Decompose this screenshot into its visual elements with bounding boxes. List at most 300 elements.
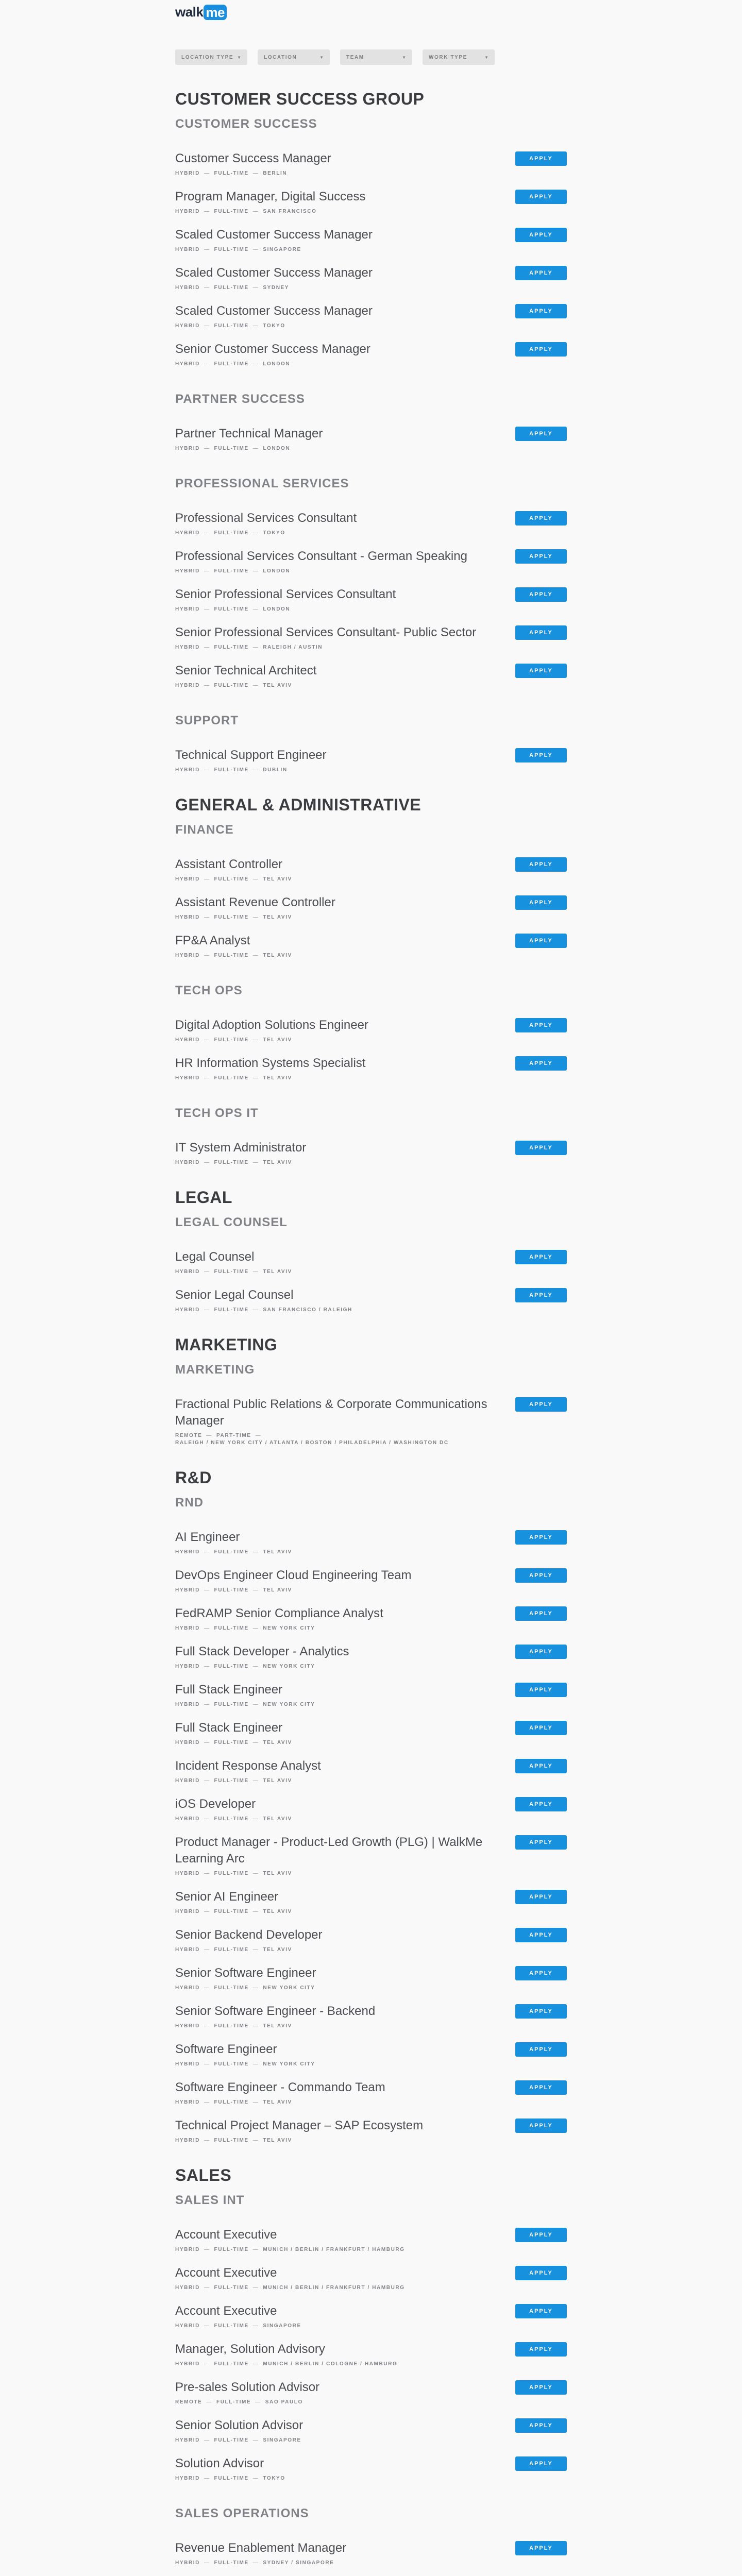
posting-info — [175, 341, 370, 368]
posting-row — [175, 1249, 567, 1276]
posting-title-link[interactable]: Manager, Solution Advisory — [175, 2342, 325, 2356]
posting-meta — [175, 2560, 346, 2567]
meta-separator: — — [204, 2476, 210, 2481]
meta-tag: HYBRID — [175, 683, 200, 688]
posting-info — [175, 747, 327, 774]
filter-bar — [175, 49, 567, 65]
posting-title-link[interactable]: Senior Professional Services Consultant — [175, 587, 396, 601]
meta-tag: HYBRID — [175, 2023, 200, 2029]
chevron-down-icon: ▼ — [319, 55, 324, 60]
posting-title-link[interactable]: Fractional Public Relations & Corporate Communications Manager — [175, 1397, 487, 1428]
posting-row — [175, 2455, 567, 2482]
meta-separator: — — [252, 1778, 259, 1784]
meta-tag: HYBRID — [175, 2285, 200, 2291]
team-sales-int — [175, 2193, 567, 2482]
meta-tag: FULL-TIME — [214, 446, 249, 451]
apply-button[interactable]: APPLY — [515, 2456, 567, 2471]
group-title: LEGAL — [175, 1188, 232, 1207]
posting-title-link[interactable]: Senior Legal Counsel — [175, 1288, 294, 1302]
posting-title-link[interactable]: DevOps Engineer Cloud Engineering Team — [175, 1568, 412, 1582]
posting-title-link[interactable]: Senior Technical Architect — [175, 664, 317, 677]
meta-tag: FULL-TIME — [214, 2061, 249, 2067]
posting-info — [175, 1889, 292, 1916]
posting-meta — [175, 1739, 292, 1747]
meta-separator: — — [204, 530, 210, 536]
meta-tag: REMOTE — [175, 1433, 203, 1438]
posting-title-link[interactable]: Full Stack Engineer — [175, 1721, 283, 1735]
meta-tag: FULL-TIME — [214, 247, 249, 252]
posting-title-link[interactable]: Partner Technical Manager — [175, 427, 323, 440]
meta-tag: HYBRID — [175, 568, 200, 574]
meta-separator: — — [252, 361, 259, 367]
posting-info — [175, 2041, 315, 2068]
meta-separator: — — [204, 1587, 210, 1593]
meta-separator: — — [204, 1549, 210, 1555]
meta-separator: — — [204, 1985, 210, 1991]
posting-info — [175, 2540, 346, 2567]
meta-tag: TEL AVIV — [263, 953, 292, 958]
posting-info — [175, 2417, 303, 2444]
apply-button[interactable]: APPLY — [515, 2119, 567, 2133]
posting-row — [175, 856, 567, 883]
apply-button[interactable]: APPLY — [515, 748, 567, 762]
meta-tag: TEL AVIV — [263, 1587, 292, 1593]
apply-button[interactable]: APPLY — [515, 625, 567, 640]
posting-title-link[interactable]: Account Executive — [175, 2304, 277, 2318]
apply-button[interactable]: APPLY — [515, 2228, 567, 2242]
posting-row — [175, 2417, 567, 2444]
apply-button[interactable]: APPLY — [515, 266, 567, 280]
apply-button[interactable]: APPLY — [515, 2380, 567, 2395]
posting-info — [175, 265, 373, 292]
posting-title-link[interactable]: Senior Backend Developer — [175, 1928, 323, 1942]
meta-separator: — — [252, 2099, 259, 2105]
filter-work-type[interactable] — [423, 49, 495, 65]
posting-row — [175, 2117, 567, 2144]
meta-separator: — — [204, 2560, 210, 2566]
posting-meta — [175, 914, 335, 921]
meta-tag: FULL-TIME — [214, 2476, 249, 2481]
meta-separator: — — [206, 1433, 212, 1438]
meta-tag: TEL AVIV — [263, 1075, 292, 1081]
meta-separator: — — [204, 1871, 210, 1876]
meta-tag: FULL-TIME — [214, 2247, 249, 2252]
apply-button[interactable]: APPLY — [515, 1966, 567, 1980]
posting-info — [175, 894, 335, 921]
group-title: GENERAL & ADMINISTRATIVE — [175, 795, 421, 814]
meta-separator: — — [204, 2061, 210, 2067]
posting-title-link[interactable]: Assistant Controller — [175, 857, 283, 871]
posting-title-link[interactable]: Scaled Customer Success Manager — [175, 304, 373, 318]
filter-label: WORK TYPE — [429, 54, 467, 60]
posting-meta — [175, 2475, 285, 2482]
meta-tag: FULL-TIME — [214, 1160, 249, 1165]
filter-team[interactable] — [340, 49, 412, 65]
meta-tag: TEL AVIV — [263, 876, 292, 882]
meta-separator: — — [204, 606, 210, 612]
apply-button[interactable]: APPLY — [515, 664, 567, 678]
posting-title-link[interactable]: Senior AI Engineer — [175, 1890, 279, 1904]
posting-title-link[interactable]: Assistant Revenue Controller — [175, 895, 335, 909]
apply-button[interactable]: APPLY — [515, 190, 567, 204]
posting-meta — [175, 1816, 292, 1823]
meta-tag: TEL AVIV — [263, 2138, 292, 2143]
posting-title-link[interactable]: AI Engineer — [175, 1530, 240, 1544]
meta-separator: — — [252, 1587, 259, 1593]
meta-separator: — — [252, 767, 259, 773]
apply-button[interactable]: APPLY — [515, 2304, 567, 2318]
apply-button[interactable]: APPLY — [515, 342, 567, 357]
meta-tag: FULL-TIME — [214, 645, 249, 650]
meta-separator: — — [252, 606, 259, 612]
meta-tag: HYBRID — [175, 1587, 200, 1593]
group-legal — [175, 1187, 567, 1314]
meta-tag: FULL-TIME — [214, 2560, 249, 2566]
apply-button[interactable]: APPLY — [515, 304, 567, 318]
meta-tag: FULL-TIME — [214, 1947, 249, 1953]
posting-title-link[interactable]: Scaled Customer Success Manager — [175, 266, 373, 280]
meta-tag: TEL AVIV — [263, 1037, 292, 1043]
posting-info — [175, 303, 373, 330]
posting-title-link[interactable]: Full Stack Developer - Analytics — [175, 1645, 349, 1658]
meta-separator: — — [204, 1702, 210, 1707]
team-title: TECH OPS — [175, 984, 243, 997]
posting-title-link[interactable]: Solution Advisor — [175, 2456, 264, 2470]
apply-button[interactable]: APPLY — [515, 1797, 567, 1811]
posting-row — [175, 2341, 567, 2368]
posting-row — [175, 2041, 567, 2068]
posting-meta — [175, 1663, 349, 1670]
meta-tag: HYBRID — [175, 2323, 200, 2329]
posting-title-link[interactable]: Account Executive — [175, 2228, 277, 2242]
posting-title-link[interactable]: Product Manager - Product-Led Growth (PLG) | WalkMe Learning Arc — [175, 1835, 483, 1866]
posting-meta — [175, 2284, 405, 2292]
meta-tag: HYBRID — [175, 530, 200, 536]
posting-row — [175, 227, 567, 253]
posting-info — [175, 1927, 323, 1954]
posting-row — [175, 1965, 567, 1992]
meta-tag: HYBRID — [175, 1702, 200, 1707]
posting-info — [175, 1643, 349, 1670]
posting-info — [175, 1965, 316, 1992]
meta-separator: — — [252, 285, 259, 291]
posting-row — [175, 548, 567, 575]
meta-separator: — — [252, 1985, 259, 1991]
meta-separator: — — [252, 876, 259, 882]
apply-button[interactable]: APPLY — [515, 228, 567, 242]
posting-meta — [175, 2399, 319, 2406]
meta-separator: — — [204, 876, 210, 882]
posting-title-link[interactable]: Account Executive — [175, 2266, 277, 2280]
meta-separator: — — [204, 209, 210, 214]
meta-tag: LONDON — [263, 568, 291, 574]
posting-meta — [175, 1870, 505, 1877]
posting-title-link[interactable]: Pre-sales Solution Advisor — [175, 2380, 320, 2394]
meta-tag: TEL AVIV — [263, 683, 292, 688]
posting-title-link[interactable]: Senior Software Engineer — [175, 1966, 316, 1980]
apply-button[interactable]: APPLY — [515, 1250, 567, 1264]
meta-tag: HYBRID — [175, 2099, 200, 2105]
meta-tag: RALEIGH / NEW YORK CITY / ATLANTA / BOSTON / PHILADELPHIA / WASHINGTON DC — [175, 1440, 449, 1446]
meta-separator: — — [204, 1816, 210, 1822]
team-customer-success — [175, 116, 567, 368]
meta-separator: — — [204, 683, 210, 688]
posting-title-link[interactable]: Professional Services Consultant - German Speaking — [175, 549, 467, 563]
posting-title-link[interactable]: Senior Professional Services Consultant- Public Sector — [175, 625, 477, 639]
meta-separator: — — [252, 1909, 259, 1914]
posting-info — [175, 2303, 301, 2330]
apply-button[interactable]: APPLY — [515, 934, 567, 948]
logo-badge: me — [204, 5, 227, 20]
posting-row — [175, 265, 567, 292]
group-title: CUSTOMER SUCCESS GROUP — [175, 90, 425, 108]
meta-tag: LONDON — [263, 361, 291, 367]
meta-separator: — — [204, 446, 210, 451]
meta-tag: TEL AVIV — [263, 914, 292, 920]
meta-tag: TOKYO — [263, 530, 285, 536]
posting-title-link[interactable]: Senior Solution Advisor — [175, 2418, 303, 2432]
meta-tag: FULL-TIME — [214, 1269, 249, 1275]
apply-button[interactable]: APPLY — [515, 1721, 567, 1735]
posting-meta — [175, 2246, 405, 2253]
meta-separator: — — [204, 2099, 210, 2105]
apply-button[interactable]: APPLY — [515, 1835, 567, 1850]
posting-info — [175, 2341, 397, 2368]
posting-title-link[interactable]: Full Stack Engineer — [175, 1683, 283, 1697]
apply-button[interactable]: APPLY — [515, 587, 567, 602]
posting-info — [175, 2379, 319, 2406]
posting-title-link[interactable]: IT System Administrator — [175, 1141, 307, 1155]
apply-button[interactable]: APPLY — [515, 1288, 567, 1302]
apply-button[interactable]: APPLY — [515, 2541, 567, 2555]
posting-meta — [175, 568, 467, 575]
apply-button[interactable]: APPLY — [515, 895, 567, 910]
posting-title-link[interactable]: FP&A Analyst — [175, 934, 250, 947]
meta-tag: SYDNEY / SINGAPORE — [263, 2560, 334, 2566]
meta-separator: — — [204, 1947, 210, 1953]
apply-button[interactable]: APPLY — [515, 2418, 567, 2433]
posting-row — [175, 426, 567, 452]
posting-info — [175, 663, 316, 689]
apply-button[interactable]: APPLY — [515, 549, 567, 564]
posting-title-link[interactable]: Senior Customer Success Manager — [175, 342, 370, 356]
meta-tag: TOKYO — [263, 2476, 285, 2481]
posting-row — [175, 663, 567, 689]
apply-button[interactable]: APPLY — [515, 1397, 567, 1412]
posting-title-link[interactable]: Legal Counsel — [175, 1250, 255, 1264]
meta-separator: — — [204, 1664, 210, 1669]
posting-title-link[interactable]: Digital Adoption Solutions Engineer — [175, 1018, 368, 1032]
apply-button[interactable]: APPLY — [515, 1759, 567, 1773]
apply-button[interactable]: APPLY — [515, 1606, 567, 1621]
filter-location[interactable] — [258, 49, 330, 65]
posting-row — [175, 1287, 567, 1314]
meta-separator: — — [204, 645, 210, 650]
posting-title-link[interactable]: Technical Project Manager – SAP Ecosystem — [175, 2119, 424, 2132]
meta-separator: — — [252, 247, 259, 252]
posting-row — [175, 2303, 567, 2330]
apply-button[interactable]: APPLY — [515, 1890, 567, 1904]
meta-separator: — — [252, 1664, 259, 1669]
apply-button[interactable]: APPLY — [515, 1928, 567, 1942]
meta-separator: — — [204, 1037, 210, 1043]
posting-title-link[interactable]: iOS Developer — [175, 1797, 256, 1811]
meta-separator: — — [252, 2247, 259, 2252]
meta-tag: LONDON — [263, 446, 291, 451]
apply-button[interactable]: APPLY — [515, 2080, 567, 2095]
meta-tag: HYBRID — [175, 361, 200, 367]
posting-info — [175, 1017, 368, 1044]
posting-info — [175, 227, 373, 253]
posting-title-link[interactable]: Software Engineer — [175, 2042, 277, 2056]
posting-meta — [175, 170, 331, 177]
meta-tag: NEW YORK CITY — [263, 1702, 315, 1707]
meta-tag: DUBLIN — [263, 767, 288, 773]
team-marketing — [175, 1362, 567, 1447]
meta-separator: — — [204, 1269, 210, 1275]
posting-row — [175, 1720, 567, 1747]
meta-tag: HYBRID — [175, 1307, 200, 1313]
walkme-logo[interactable] — [175, 4, 227, 20]
posting-meta — [175, 1625, 383, 1632]
meta-tag: TEL AVIV — [263, 1160, 292, 1165]
meta-tag: HYBRID — [175, 914, 200, 920]
meta-tag: TEL AVIV — [263, 1549, 292, 1555]
apply-button[interactable]: APPLY — [515, 1683, 567, 1697]
meta-tag: MUNICH / BERLIN / FRANKFURT / HAMBURG — [263, 2247, 405, 2252]
meta-tag: HYBRID — [175, 876, 200, 882]
posting-row — [175, 303, 567, 330]
meta-separator: — — [204, 2247, 210, 2252]
apply-button[interactable]: APPLY — [515, 511, 567, 526]
apply-button[interactable]: APPLY — [515, 1141, 567, 1155]
posting-title-link[interactable]: Professional Services Consultant — [175, 511, 357, 525]
posting-title-link[interactable]: Software Engineer - Commando Team — [175, 2080, 385, 2094]
meta-tag: FULL-TIME — [214, 209, 249, 214]
meta-separator: — — [252, 1625, 259, 1631]
posting-info — [175, 1055, 365, 1082]
meta-separator: — — [204, 1160, 210, 1165]
meta-separator: — — [204, 1075, 210, 1081]
posting-meta — [175, 1159, 306, 1166]
posting-meta — [175, 2437, 303, 2444]
meta-tag: FULL-TIME — [214, 171, 249, 176]
meta-tag: FULL-TIME — [214, 2023, 249, 2029]
meta-tag: FULL-TIME — [214, 1778, 249, 1784]
meta-tag: FULL-TIME — [214, 2138, 249, 2143]
posting-info — [175, 1396, 505, 1447]
meta-separator: — — [204, 2023, 210, 2029]
posting-row — [175, 1643, 567, 1670]
meta-tag: NEW YORK CITY — [263, 2061, 315, 2067]
meta-separator: — — [204, 1778, 210, 1784]
apply-button[interactable]: APPLY — [515, 1018, 567, 1032]
meta-tag: NEW YORK CITY — [263, 1664, 315, 1669]
meta-tag: HYBRID — [175, 1871, 200, 1876]
apply-button[interactable]: APPLY — [515, 1056, 567, 1071]
apply-button[interactable]: APPLY — [515, 1530, 567, 1545]
posting-title-link[interactable]: Incident Response Analyst — [175, 1759, 321, 1773]
apply-button[interactable]: APPLY — [515, 2266, 567, 2280]
posting-row — [175, 1796, 567, 1823]
posting-title-link[interactable]: Revenue Enablement Manager — [175, 2541, 347, 2555]
posting-info — [175, 1249, 292, 1276]
meta-tag: FULL-TIME — [214, 1587, 249, 1593]
apply-button[interactable]: APPLY — [515, 857, 567, 872]
meta-separator: — — [252, 2476, 259, 2481]
meta-tag: HYBRID — [175, 2476, 200, 2481]
apply-button[interactable]: APPLY — [515, 427, 567, 441]
posting-info — [175, 1140, 306, 1166]
meta-tag: TOKYO — [263, 323, 285, 329]
meta-separator: — — [204, 953, 210, 958]
posting-meta — [175, 644, 476, 651]
posting-info — [175, 1796, 292, 1823]
posting-row — [175, 1927, 567, 1954]
posting-title-link[interactable]: Senior Software Engineer - Backend — [175, 2004, 376, 2018]
posting-row — [175, 1140, 567, 1166]
meta-separator: — — [252, 1075, 259, 1081]
meta-tag: FULL-TIME — [214, 1871, 249, 1876]
posting-info — [175, 624, 476, 651]
meta-tag: MUNICH / BERLIN / COLOGNE / HAMBURG — [263, 2361, 398, 2367]
meta-tag: HYBRID — [175, 2247, 200, 2252]
posting-row — [175, 2227, 567, 2253]
meta-separator: — — [204, 1625, 210, 1631]
meta-tag: HYBRID — [175, 2437, 200, 2443]
posting-title-link[interactable]: Scaled Customer Success Manager — [175, 228, 373, 242]
posting-info — [175, 426, 323, 452]
meta-tag: FULL-TIME — [214, 1625, 249, 1631]
chevron-down-icon: ▼ — [402, 55, 406, 60]
apply-button[interactable]: APPLY — [515, 2042, 567, 2057]
logo-text: walk — [175, 4, 204, 20]
meta-tag: FULL-TIME — [216, 2399, 251, 2405]
apply-button[interactable]: APPLY — [515, 2004, 567, 2019]
posting-title-link[interactable]: Technical Support Engineer — [175, 748, 327, 762]
posting-row — [175, 624, 567, 651]
meta-separator: — — [252, 1816, 259, 1822]
meta-separator: — — [255, 2399, 261, 2405]
apply-button[interactable]: APPLY — [515, 1568, 567, 1583]
posting-title-link[interactable]: Program Manager, Digital Success — [175, 190, 366, 204]
meta-separator: — — [204, 914, 210, 920]
posting-info — [175, 1682, 315, 1708]
apply-button[interactable]: APPLY — [515, 1645, 567, 1659]
posting-row — [175, 1529, 567, 1556]
meta-tag: SYDNEY — [263, 285, 290, 291]
meta-separator: — — [252, 2437, 259, 2443]
meta-tag: SINGAPORE — [263, 2437, 301, 2443]
apply-button[interactable]: APPLY — [515, 2342, 567, 2357]
meta-tag: FULL-TIME — [214, 606, 249, 612]
filter-location-type[interactable] — [175, 49, 247, 65]
posting-row — [175, 2265, 567, 2292]
meta-tag: FULL-TIME — [214, 530, 249, 536]
posting-title-link[interactable]: HR Information Systems Specialist — [175, 1056, 366, 1070]
posting-meta — [175, 208, 366, 215]
posting-title-link[interactable]: FedRAMP Senior Compliance Analyst — [175, 1606, 383, 1620]
apply-button[interactable]: APPLY — [515, 151, 567, 166]
posting-meta — [175, 1777, 321, 1785]
posting-meta — [175, 952, 292, 959]
posting-title-link[interactable]: Customer Success Manager — [175, 151, 331, 165]
posting-meta — [175, 2023, 375, 2030]
meta-tag: FULL-TIME — [214, 361, 249, 367]
meta-tag: FULL-TIME — [214, 2323, 249, 2329]
team-title: RND — [175, 1496, 204, 1510]
meta-separator: — — [252, 2061, 259, 2067]
